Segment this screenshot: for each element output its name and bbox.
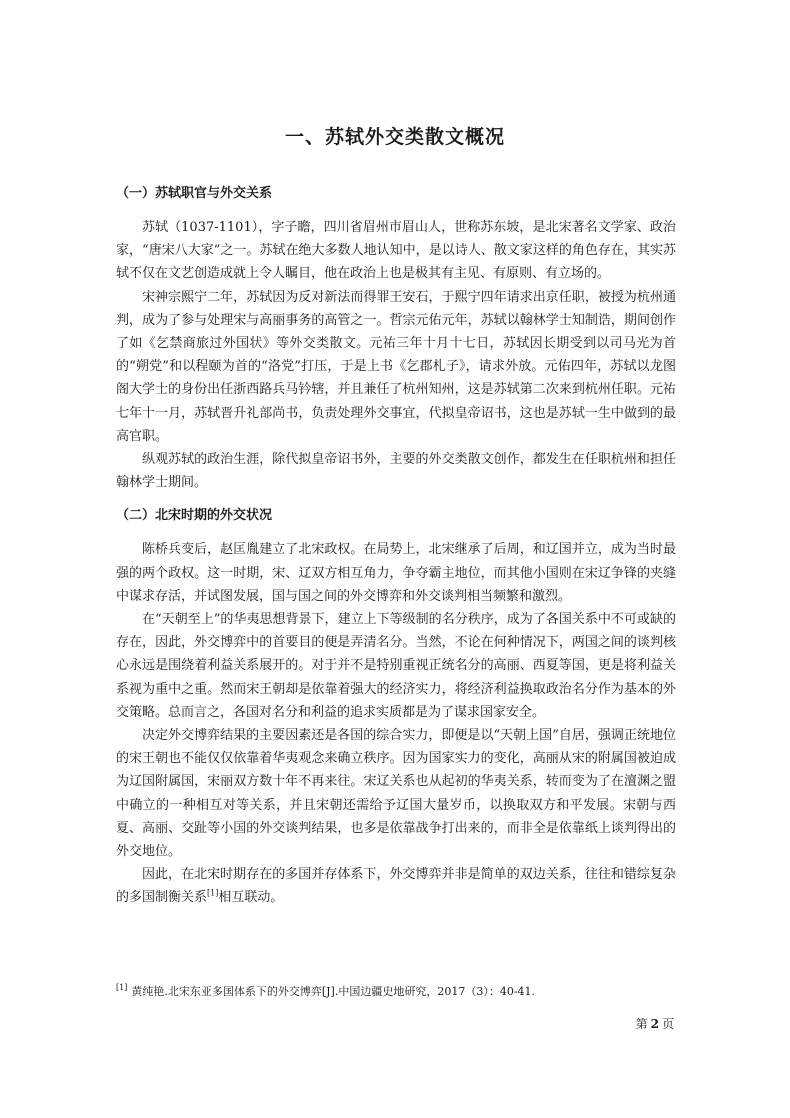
page-number-suffix: 页 [661,1017,674,1031]
footnote-mark: [1] [116,983,128,993]
footnote [116,984,676,1000]
main-content [116,184,676,910]
paragraph: 陈桥兵变后，赵匡胤建立了北宋政权。在局势上，北宋继承了后周，和辽国并立，成为当时最强的两个政权。这一时期，宋、辽双方相互角力，争夺霸主地位，而其他小国则在宋辽争锋的夹缝中谋求存活，并试图发展，国与国之间的外交博弈和外交谈判相当频繁和激烈。 [116,542,676,604]
paragraph-text: 因此，在北宋时期存在的多国并存体系下，外交博弈并非是简单的双边关系，往往和错综复杂的多国制衡关系 [116,867,676,906]
footnote-text: 黄纯艳.北宋东亚多国体系下的外交博弈[J].中国边疆史地研究，2017（3）：40-41. [131,985,536,998]
paragraph: 纵观苏轼的政治生涯，除代拟皇帝诏书外，主要的外交类散文创作，都发生在任职杭州和担任翰林学士期间。 [116,452,676,491]
section-heading-2: （二）北宋时期的外交状况 [116,508,273,524]
paragraph: 宋神宗熙宁二年，苏轼因为反对新法而得罪王安石，于熙宁四年请求出京任职，被授为杭州通判，成为了参与处理宋与高丽事务的高管之一。哲宗元佑元年，苏轼以翰林学士知制诰，期间创作了如《乞禁商旅过外国状》等外交类散文。元祐三年十月十七日，苏轼因长期受到以司马光为首的“朔党”和以程颐为首的“洛党”打压，于是上书《乞郡札子》，请求外放。元佑四年，苏轼以龙图阁大学士的身份出任浙西路兵马钤辖，并且兼任了杭州知州，这是苏轼第二次来到杭州任职。元祐七年十一月，苏轼晋升礼部尚书，负责处理外交事宜，代拟皇帝诏书，这也是苏轼一生中做到的最高官职。 [116,289,676,444]
page-number-value: 2 [650,1017,659,1031]
paragraph: 决定外交博弈结果的主要因素还是各国的综合实力，即便是以“天朝上国”自居，强调正统地位的宋王朝也不能仅仅依靠着华夷观念来确立秩序。因为国家实力的变化，高丽从宋的附属国被迫成为辽国附属国，宋丽双方数十年不再来往。宋辽关系也从起初的华夷关系，转而变为了在澶渊之盟中确立的一种相互对等关系，并且宋朝还需给予辽国大量岁币，以换取双方和平发展。宋朝与西夏、高丽、交趾等小国的外交谈判结果，也多是依靠战争打出来的，而非全是依靠纸上谈判得出的外交地位。 [116,728,676,860]
footnote-reference[interactable]: [1] [207,889,219,899]
paragraph: 在“天朝至上”的华夷思想背景下，建立上下等级制的名分秩序，成为了各国关系中不可或缺的存在，因此，外交博弈中的首要目的便是弄清名分。当然，不论在何种情况下，两国之间的谈判核心永远是围绕着利益关系展开的。对于并不是特别重视正统名分的高丽、西夏等国，更是将利益关系视为重中之重。然而宋王朝却是依靠着强大的经济实力，将经济利益换取政治名分作为基本的外交策略。总而言之，各国对名分和利益的追求实质都是为了谋求国家安全。 [116,612,676,720]
page-number [636,1015,674,1032]
paragraph-text: 相互联动。 [218,890,284,906]
paragraph: 苏轼（1037-1101），字子瞻，四川省眉州市眉山人，世称苏东坡，是北宋著名文学家、政治家，“唐宋八大家”之一。苏轼在绝大多数人地认知中，是以诗人、散文家这样的角色存在，其实苏轼不仅在文艺创造成就上令人瞩目，他在政治上也是极其有主见、有原则、有立场的。 [116,220,676,282]
paragraph-with-reference [116,863,676,909]
page-title: 一、苏轼外交类散文概况 [284,126,505,148]
section-heading-1: （一）苏轼职官与外交关系 [116,186,273,201]
page-number-prefix: 第 [635,1017,648,1031]
